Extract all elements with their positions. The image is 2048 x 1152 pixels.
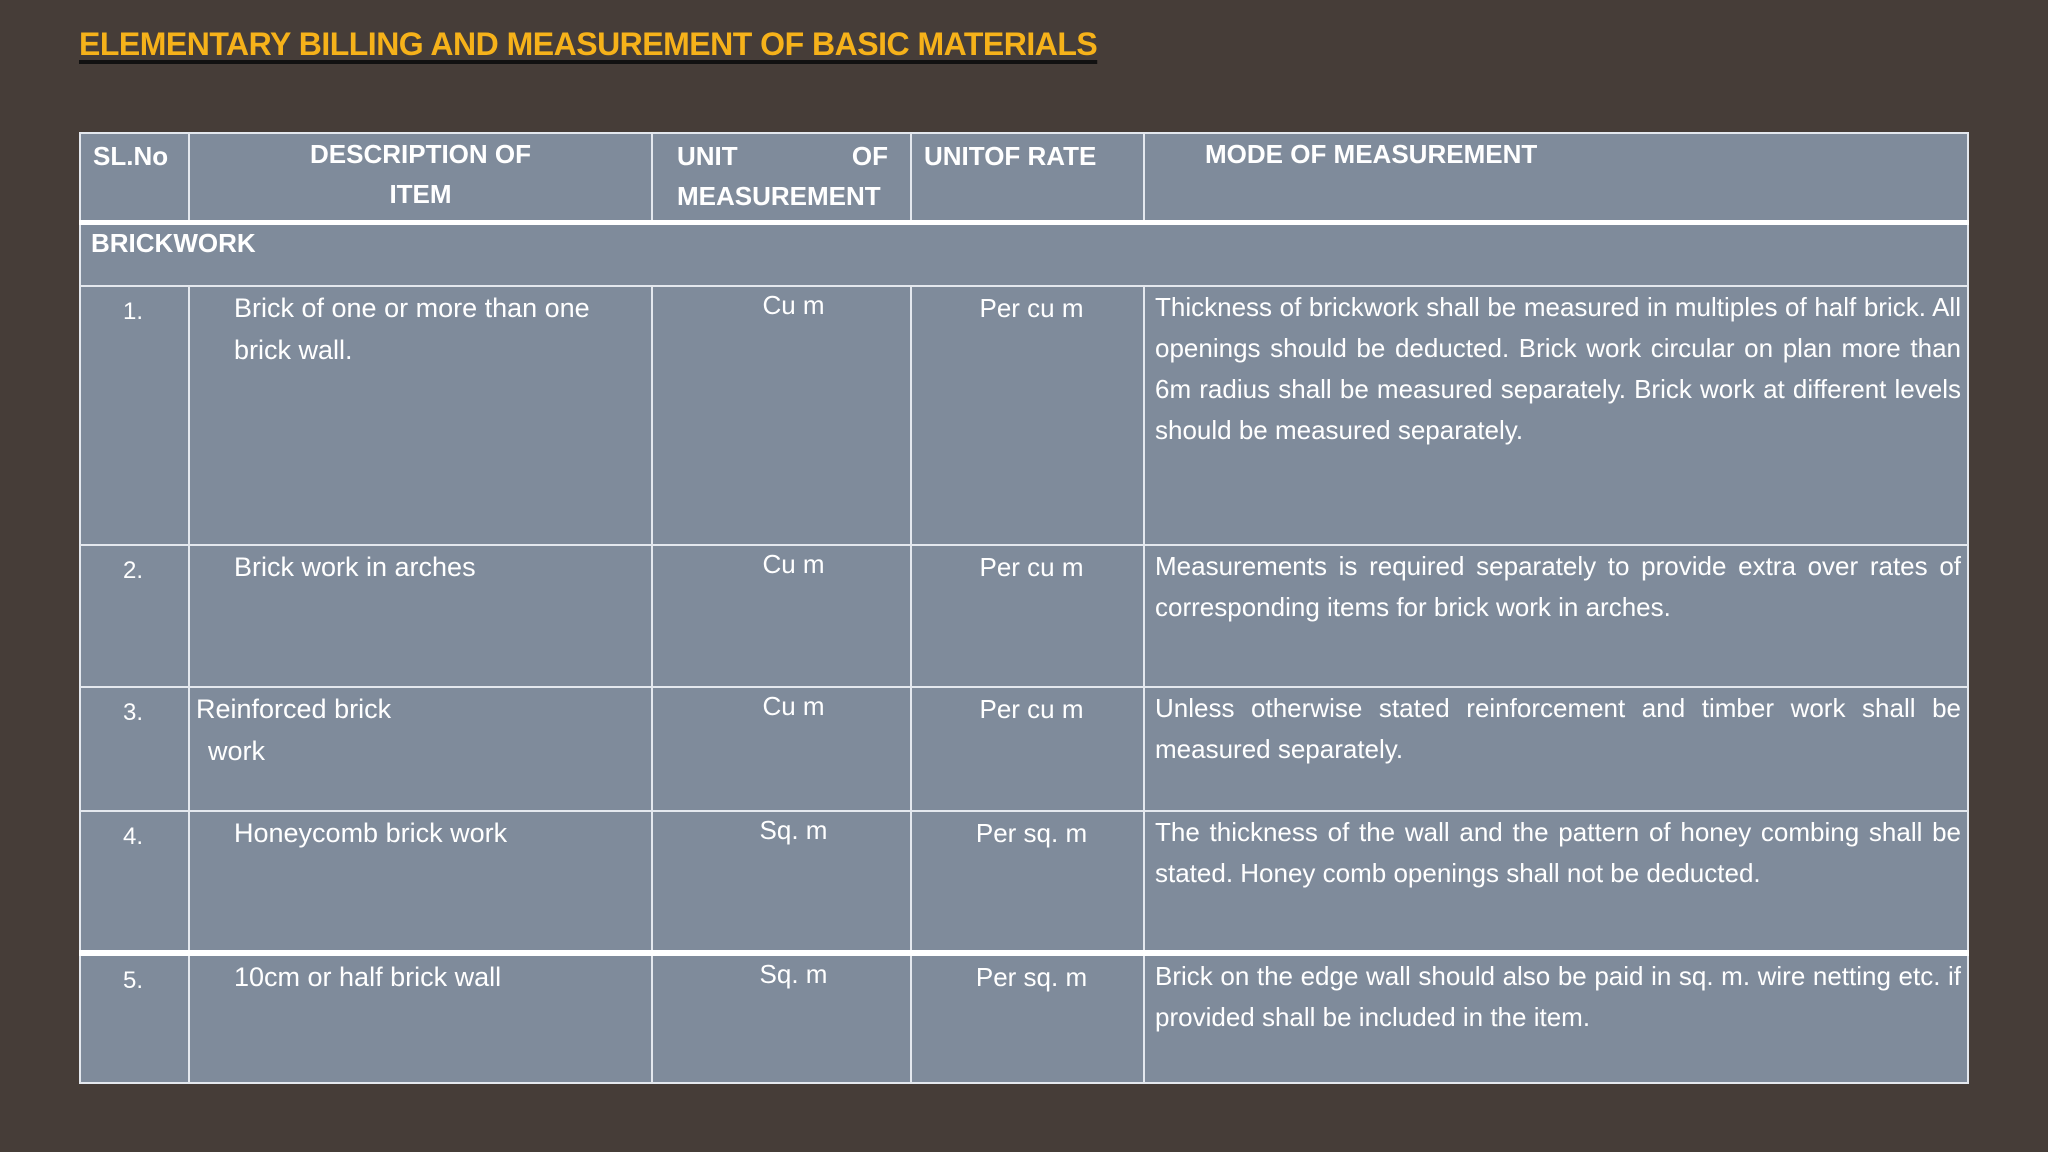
row-rate: Per cu m bbox=[911, 545, 1144, 687]
row-sl-no: 5. bbox=[80, 953, 189, 1083]
row-description-line1: Brick work in arches bbox=[234, 552, 476, 582]
row-description-line2: brick wall. bbox=[234, 335, 353, 365]
row-rate: Per sq. m bbox=[911, 953, 1144, 1083]
table-header-row bbox=[80, 133, 1968, 223]
row-sl-no: 3. bbox=[80, 687, 189, 811]
table-row bbox=[80, 286, 1968, 545]
row-description bbox=[189, 545, 652, 687]
row-unit: Cu m bbox=[652, 286, 911, 545]
row-description bbox=[189, 286, 652, 545]
row-unit: Sq. m bbox=[652, 811, 911, 953]
row-mode: The thickness of the wall and the pattern of honey combing shall be stated. Honey comb openings shall not be deducted. bbox=[1144, 811, 1968, 953]
slide-title: ELEMENTARY BILLING AND MEASUREMENT OF BASIC MATERIALS bbox=[79, 26, 1098, 62]
row-description bbox=[189, 953, 652, 1083]
section-label-brickwork: BRICKWORK bbox=[80, 223, 1968, 287]
row-unit: Cu m bbox=[652, 545, 911, 687]
row-rate: Per cu m bbox=[911, 286, 1144, 545]
row-description-line1: 10cm or half brick wall bbox=[234, 962, 502, 992]
header-description-line1: DESCRIPTION OF bbox=[309, 139, 531, 169]
table-row bbox=[80, 953, 1968, 1083]
header-unit-of-measurement bbox=[652, 133, 911, 223]
row-rate: Per sq. m bbox=[911, 811, 1144, 953]
row-mode: Measurements is required separately to provide extra over rates of corresponding items for brick work in arches. bbox=[1144, 545, 1968, 687]
row-description bbox=[189, 811, 652, 953]
row-description-line2: work bbox=[208, 736, 266, 766]
header-unit-of-rate: UNITOF RATE bbox=[911, 133, 1144, 223]
row-mode: Brick on the edge wall should also be paid in sq. m. wire netting etc. if provided shall be included in the item. bbox=[1144, 953, 1968, 1083]
header-unit-line2: MEASUREMENT bbox=[677, 181, 881, 211]
header-sl-no: SL.No bbox=[80, 133, 189, 223]
section-row bbox=[80, 223, 1968, 287]
row-description-line1: Brick of one or more than one bbox=[234, 293, 590, 323]
header-description-line2: ITEM bbox=[389, 179, 452, 209]
row-description-line1: Honeycomb brick work bbox=[234, 818, 508, 848]
row-unit: Cu m bbox=[652, 687, 911, 811]
row-sl-no: 1. bbox=[80, 286, 189, 545]
table-row bbox=[80, 545, 1968, 687]
row-sl-no: 2. bbox=[80, 545, 189, 687]
row-description bbox=[189, 687, 652, 811]
row-mode: Thickness of brickwork shall be measured in multiples of half brick. All openings should be deducted. Brick work circular on plan more than 6m radius shall be measured separately. Brick work at different levels should be measured separately. bbox=[1144, 286, 1968, 545]
row-mode: Unless otherwise stated reinforcement and timber work shall be measured separately. bbox=[1144, 687, 1968, 811]
table-row bbox=[80, 687, 1968, 811]
header-unit-line1: UNIT OF bbox=[677, 141, 888, 171]
measurement-table bbox=[79, 132, 1969, 1084]
row-unit: Sq. m bbox=[652, 953, 911, 1083]
header-mode-of-measurement: MODE OF MEASUREMENT bbox=[1144, 133, 1968, 223]
row-sl-no: 4. bbox=[80, 811, 189, 953]
row-description-line1: Reinforced brick bbox=[196, 694, 392, 724]
table-row bbox=[80, 811, 1968, 953]
header-description bbox=[189, 133, 652, 223]
row-rate: Per cu m bbox=[911, 687, 1144, 811]
